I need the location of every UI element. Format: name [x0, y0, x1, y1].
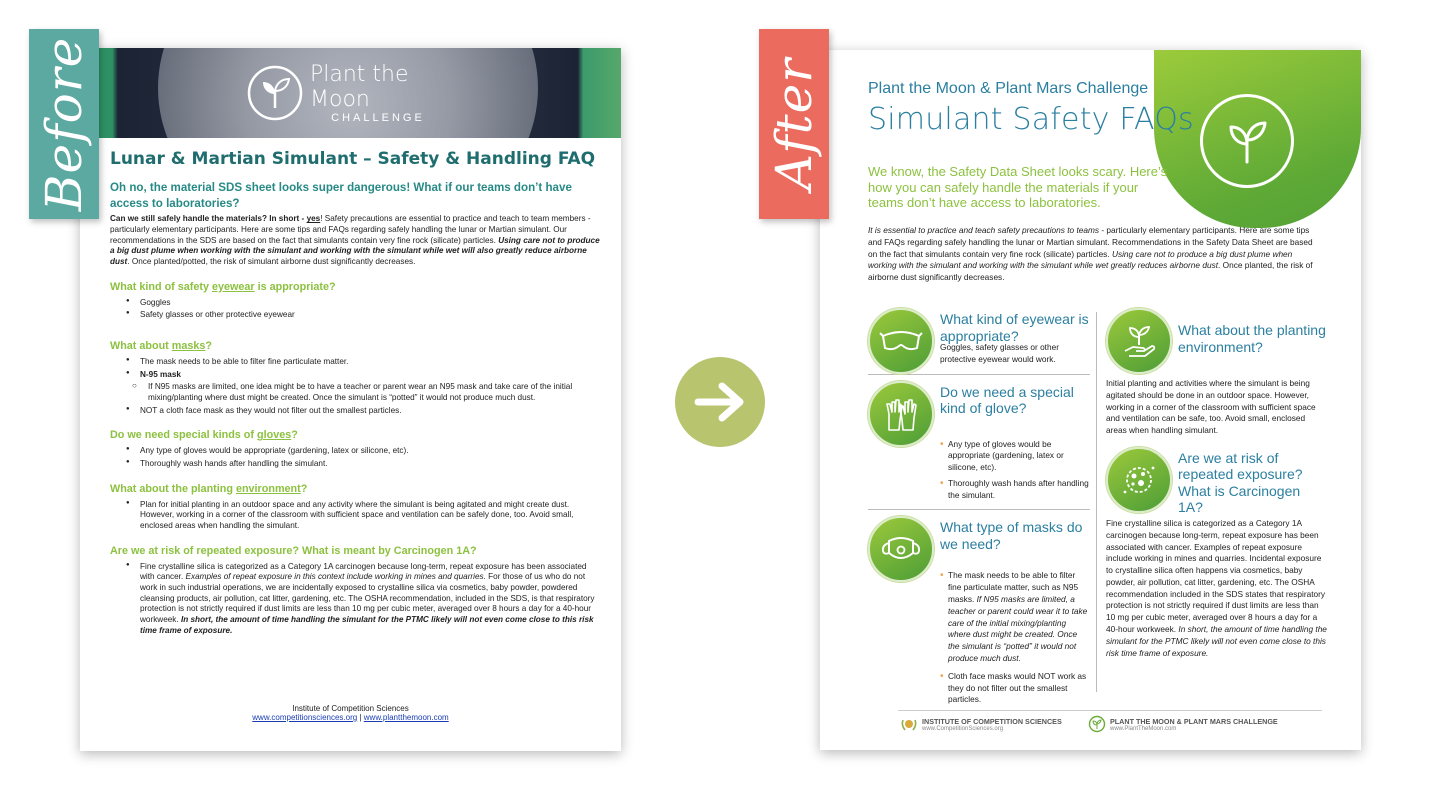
footer-url2[interactable]: www.PlantTheMoon.com [1110, 725, 1177, 732]
footer-link-plantthemoon[interactable]: www.plantthemoon.com [363, 713, 449, 722]
footer-url1[interactable]: www.CompetitionSciences.org [922, 725, 1004, 732]
before-body [110, 148, 600, 638]
masks-bullet-2: • Cloth face masks would NOT work as they do not filter out the smallest particles. [940, 671, 1090, 706]
exposure-question [1106, 447, 1328, 516]
footer-ptm [1088, 715, 1278, 733]
after-supertitle: Plant the Moon & Plant Mars Challenge [868, 80, 1149, 97]
list-item: ● Thoroughly wash hands after handling the simulant. [126, 459, 600, 470]
laurel-icon [900, 715, 918, 733]
list-item: ● Plan for initial planting in an outdoor space and any activity where the simulant is being agitated and might create dust. However, working in a corner of the classroom with sufficient space and ventilation can be safely done, too. Avoid small, enclosed areas when handling the simulant. [126, 500, 600, 532]
after-right-column [1106, 308, 1328, 659]
footer-separator: | [359, 713, 362, 722]
glove-question [868, 381, 1090, 447]
intro-bold: Can we still safely handle the materials? In short - [110, 214, 307, 224]
list-item: ● Safety glasses or other protective eyewear [126, 310, 600, 321]
environment-title: What about the planting environment? [1178, 322, 1326, 355]
particles-icon [1106, 447, 1172, 513]
glove-bullet-2: • Thoroughly wash hands after handling the simulant. [940, 478, 1090, 502]
intro-end: . Once planted/potted, the risk of simulant airborne dust significantly decreases. [127, 257, 416, 266]
list-subitem: ○ If N95 masks are limited, one idea might be to have a teacher or parent wear an N95 mask and take care of the initial mixing/planting where dust might be created. Once the simulant is “potted” it would not produce much dust. [130, 382, 600, 403]
after-title: Simulant Safety FAQs [868, 102, 1194, 137]
glove-body [940, 439, 1090, 502]
glove-bullet-1: • Any type of gloves would be appropriate (gardening, latex or silicone, etc). [940, 439, 1090, 474]
before-eyewear-heading: What kind of safety eyewear is appropriate? [110, 280, 336, 293]
list-item: ● N-95 mask [126, 370, 600, 381]
sprout-circle [1200, 94, 1294, 188]
logo-line2: CHALLENGE [331, 112, 425, 124]
before-intro-paragraph [110, 214, 600, 267]
before-gloves-heading: Do we need special kinds of gloves? [110, 429, 298, 442]
before-footer [80, 704, 621, 722]
eyewear-body: Goggles, safety glasses or other protective eyewear would work. [940, 342, 1059, 364]
before-page [80, 48, 621, 751]
list-item: ● The mask needs to be able to filter fine particulate matter. [126, 357, 600, 368]
column-divider [1096, 312, 1097, 692]
footer-org: Institute of Competition Sciences [292, 704, 409, 713]
masks-title: What type of masks do we need? [940, 519, 1083, 552]
before-exposure-list [110, 562, 600, 637]
environment-body: Initial planting and activities where the simulant is being agitated should be done in an outdoor space. However, working in a corner of the classroom with sufficient space and ventilation can be safe, too. Avoid small, enclosed areas when handling simulant. [1106, 378, 1316, 436]
list-item: ● Goggles [126, 298, 600, 309]
before-exposure-heading: Are we at risk of repeated exposure? What is meant by Carcinogen 1A? [110, 544, 477, 557]
before-environment-list [110, 500, 600, 532]
intro-rest: ! Safety precautions are essential to practice and teach to team members - particularly elementary participants. Here are some tips and FAQs regarding safely handling the lunar or Martian simulant. Our recommendations in the SDS are based on the fact that simulants contain very fine rock (silicate) particles. [110, 214, 591, 245]
goggles-icon [868, 308, 934, 374]
exposure-body: Fine crystalline silica is categorized as a Category 1A carcinogen because long-term, repeat exposure has been associated with cancer. Examples of repeat exposure include working in mines and quarries. Incidental exposure to crystalline silica often happens via cosmetics, baby powder, air pollution, cat litter, gardening, etc. The OSHA recommendation included in the SDS states that respiratory protection is not strictly required if dust limits are less than 10 mg per cubic meter, averaged over 8 hours a day for a 40-hour workweek. In short, the amount of time handling the simulant for the PTMC likely will not even come close to this risk time frame of exposure. [1106, 517, 1327, 658]
after-left-column [868, 308, 1090, 710]
after-lead: We know, the Safety Data Sheet looks scary. Here’s how you can safely handle the materials if your teams don’t have access to laboratories. [868, 164, 1168, 211]
after-page [820, 50, 1361, 750]
after-ribbon [759, 29, 829, 219]
arrow-circle [675, 357, 765, 447]
masks-bullet-1: • The mask needs to be able to filter fine particulate matter, such as N95 masks. If N95 masks are limited, a teacher or parent could wear it to take care of the initial mixing/planting where dust might be created. Once the simulant is “potted” it would not produce much dust. [940, 570, 1090, 664]
footer-ics [900, 715, 1062, 733]
environment-question [1106, 308, 1328, 374]
masks-body [940, 570, 1090, 706]
mask-icon [868, 516, 934, 582]
after-intro: It is essential to practice and teach safety precautions to teams - particularly elementary participants. Here are some tips and FAQs regarding safely handling the lunar or Martian simulant. Recommendations in the Safety Data Sheet are based on the fact that simulants contain very fine rock (silicate) particles. Using care not to produce a big dust plume when working with the simulant and working with the simulant while wet greatly reduces airborne dust. Once planted, the risk of airborne dust significantly decreases. [868, 225, 1313, 283]
after-green-tab [1154, 50, 1361, 228]
intro-yes: yes [306, 214, 321, 224]
footer-link-competitionsciences[interactable]: www.competitionsciences.org [252, 713, 358, 722]
glove-title: Do we need a special kind of glove? [940, 383, 1074, 417]
before-title: Lunar & Martian Simulant – Safety & Handling FAQ [110, 149, 596, 169]
plant-the-moon-logo [246, 60, 446, 126]
sprout-icon [1218, 112, 1276, 170]
intro-bold-italic: Using care not to produce a big dust plume when working with the simulant and working with the simulant while wet will also greatly reduce airborne dust [110, 235, 600, 266]
arrow-right-icon [692, 380, 748, 424]
footer-divider [898, 710, 1322, 711]
eyewear-title: What kind of eyewear is appropriate? [940, 311, 1089, 344]
before-gloves-list [110, 446, 600, 469]
after-label: After [765, 57, 824, 191]
before-label: Before [35, 36, 93, 212]
list-item: ● NOT a cloth face mask as they would not filter out the smallest particles. [126, 406, 600, 417]
list-item: ● Fine crystalline silica is categorized as a Category 1A carcinogen because long-term, repeat exposure has been associated with cancer. Examples of repeat exposure in this context include working in mines and quarries. For those of us who do not work in such industrial operations, we are incidentally exposed to crystalline silica via cosmetics, baby powder, powdered cleansing products, air pollution, cat litter, gardening, etc. The OSHA recommendation, included in the SDS, is that respiratory protection is not strictly required if dust limits are less than 10 mg per cubic meter, averaged over 8 hours a day for a 40-hour workweek. In short, the amount of time handling the simulant for the PTMC likely will not even come close to this risk time frame of exposure. [126, 562, 600, 637]
before-intro-question: Oh no, the material SDS sheet looks super dangerous! What if our teams don’t have access to laboratories? [110, 181, 572, 210]
sprout-logo-icon [246, 64, 304, 122]
logo-line1: Plant the Moon [310, 62, 409, 112]
list-item: ● Any type of gloves would be appropriate (gardening, latex or silicone, etc). [126, 446, 600, 457]
divider [868, 509, 1090, 510]
exposure-title: Are we at risk of repeated exposure? What is Carcinogen 1A? [1178, 449, 1303, 516]
before-masks-heading: What about masks? [110, 340, 213, 352]
seedling-hand-icon [1106, 308, 1172, 374]
before-ribbon [29, 29, 99, 219]
before-masks-list [110, 357, 600, 416]
gloves-icon [868, 381, 934, 447]
before-banner [80, 48, 621, 138]
footer-org1: INSTITUTE OF COMPETITION SCIENCES [922, 716, 1062, 726]
before-eyewear-list [110, 298, 600, 321]
before-environment-heading: What about the planting environment? [110, 482, 308, 495]
footer-org2: PLANT THE MOON & PLANT MARS CHALLENGE [1110, 716, 1278, 726]
sprout-small-icon [1088, 715, 1106, 733]
